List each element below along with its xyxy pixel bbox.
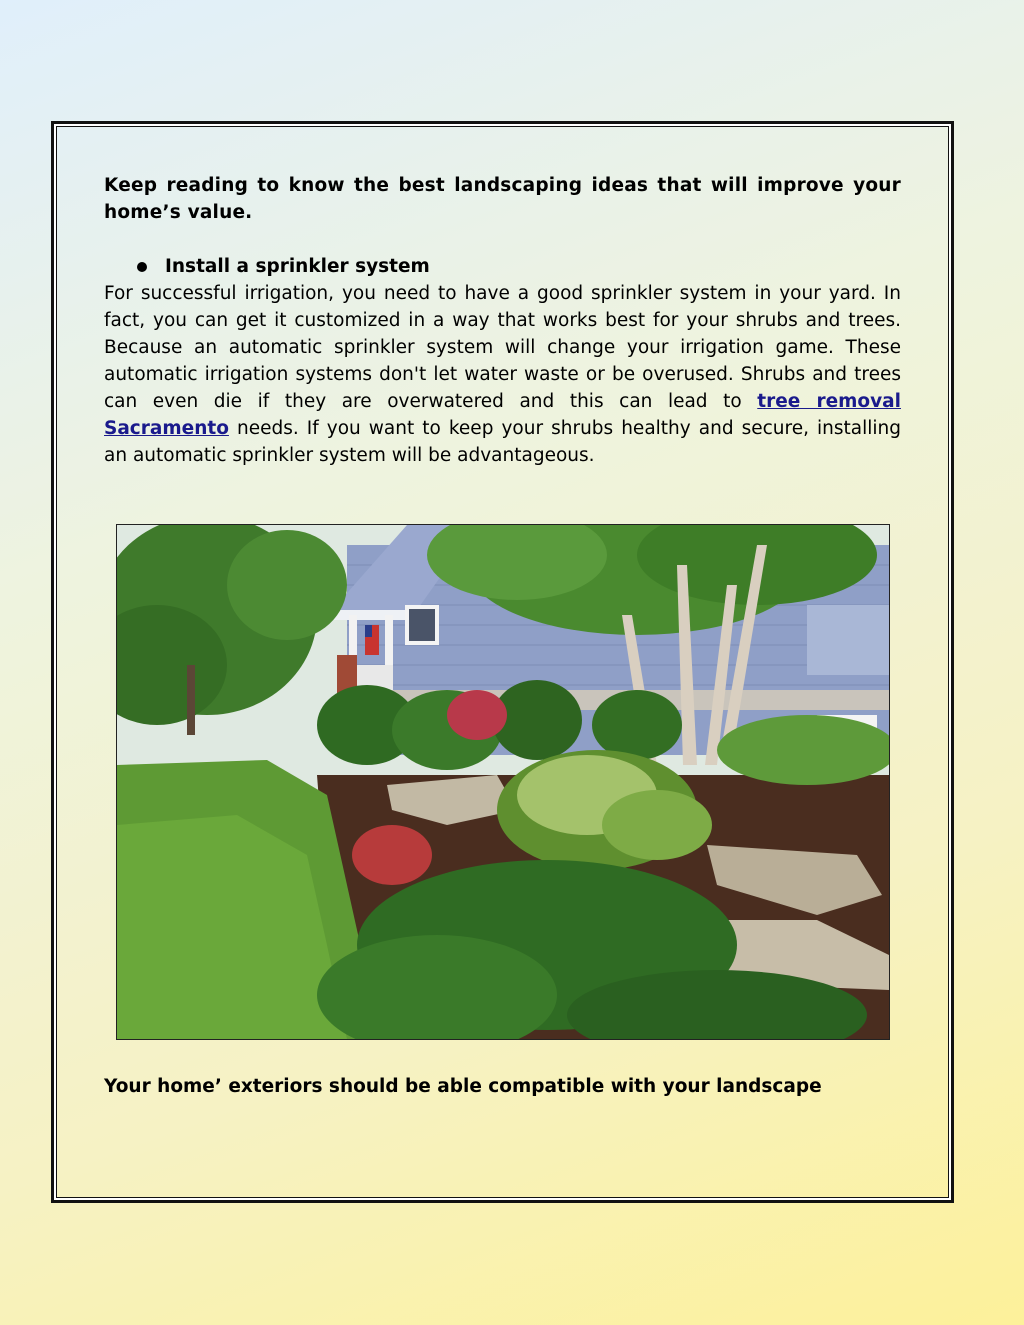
paragraph-text-before: For successful irrigation, you need to have a good sprinkler system in your yard. In fact, you can get it customized in a way that works best for your shrubs and trees. Because an automatic sprinkler system will change your irrigation game. These automatic irrigation systems don't let water waste or be overused. Shrubs and trees can even die if they are overwatered and this can lead to xyxy=(104,283,901,412)
image-caption: Your home’ exteriors should be able compatible with your landscape xyxy=(104,1076,822,1097)
tree-removal-link[interactable]: tree removal Sacramento xyxy=(104,391,901,439)
bullet-item xyxy=(104,253,901,280)
bullet-heading: Install a sprinkler system xyxy=(165,256,430,277)
intro-text: Keep reading to know the best landscaping ideas that will improve your home’s value. xyxy=(104,175,901,223)
document-body xyxy=(104,172,901,469)
bullet-icon xyxy=(137,262,147,272)
landscape-photo xyxy=(116,524,890,1040)
paragraph-text-after: needs. If you want to keep your shrubs healthy and secure, installing an automatic sprinkler system will be advantageous. xyxy=(104,418,901,466)
body-paragraph xyxy=(104,280,901,469)
